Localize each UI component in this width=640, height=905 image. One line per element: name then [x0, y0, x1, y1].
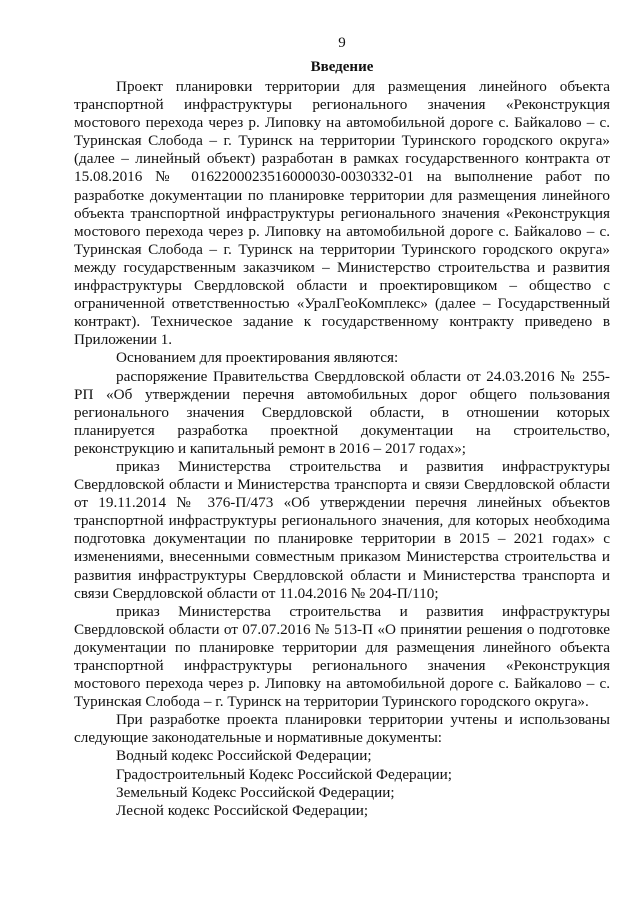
page-number: 9 [338, 35, 346, 51]
law-item: Градостроительный Кодекс Российской Федерации; [116, 765, 452, 783]
paragraph-order-2: приказ Министерства строительства и развития инфраструктуры Свердловской области и Министерства транспорта и связи Свердловской области от 19.11.2014 № 376-П/473 «Об утверждении перечня линейных объектов транспортной инфраструктуры регионального значения, для которых необходима подготовка документации по планировке территории в 2015 – 2021 годах» с изменениями, внесенными совместным приказом Министерства строительства и развития инфраструктуры Свердловской области и Министерства транспорта и связи Свердловской области от 11.04.2016 № 204-П/110; [74, 457, 610, 602]
paragraph-intro: Проект планировки территории для размещения линейного объекта транспортной инфраструктуры регионального значения «Реконструкция мостового перехода через р. Липовку на автомобильной дороге с. Байкалово – с. Туринская Слобода – г. Туринск на территории Туринского городского округа» (далее – линейный объект) разработан в рамках государственного контракта от 15.08.2016 № 0162200023516000030-0030332-01 на выполнение работ по разработке документации по планировке территории для размещения линейного объекта транспортной инфраструктуры регионального значения «Реконструкция мостового перехода через р. Липовку на автомобильной дороге с. Байкалово – с. Туринская Слобода – г. Туринск на территории Туринского городского округа» между государственным заказчиком – Министерство строительства и развития инфраструктуры Свердловской области и проектировщиком – общество с ограниченной ответственностью «УралГеоКомплекс» (далее – Государственный контракт). Техническое задание к государственному контракту приведено в Приложении 1. [74, 78, 610, 349]
paragraph-basis: Основанием для проектирования являются: [116, 349, 399, 367]
law-item: Лесной кодекс Российской Федерации; [116, 801, 369, 819]
document-body [74, 78, 610, 820]
paragraph-documents: При разработке проекта планировки территории учтены и использованы следующие законодательные и нормативные документы: [74, 711, 610, 747]
law-item: Водный кодекс Российской Федерации; [116, 747, 372, 765]
law-item: Земельный Кодекс Российской Федерации; [116, 783, 395, 801]
paragraph-order-3: приказ Министерства строительства и развития инфраструктуры Свердловской области от 07.07.2016 № 513-П «О принятии решения о подготовке документации по планировке территории для размещения линейного объекта транспортной инфраструктуры регионального значения «Реконструкция мостового перехода через р. Липовку на автомобильной дороге с. Байкалово – с. Туринская Слобода – г. Туринск на территории Туринского городского округа». [74, 602, 610, 711]
section-heading: Введение [310, 59, 374, 75]
paragraph-order-1: распоряжение Правительства Свердловской области от 24.03.2016 № 255-РП «Об утверждении перечня автомобильных дорог общего пользования регионального значения Свердловской области, в отношении которых планируется разработка проектной документации на строительство, реконструкцию и капитальный ремонт в 2016 – 2017 годах»; [74, 367, 610, 457]
